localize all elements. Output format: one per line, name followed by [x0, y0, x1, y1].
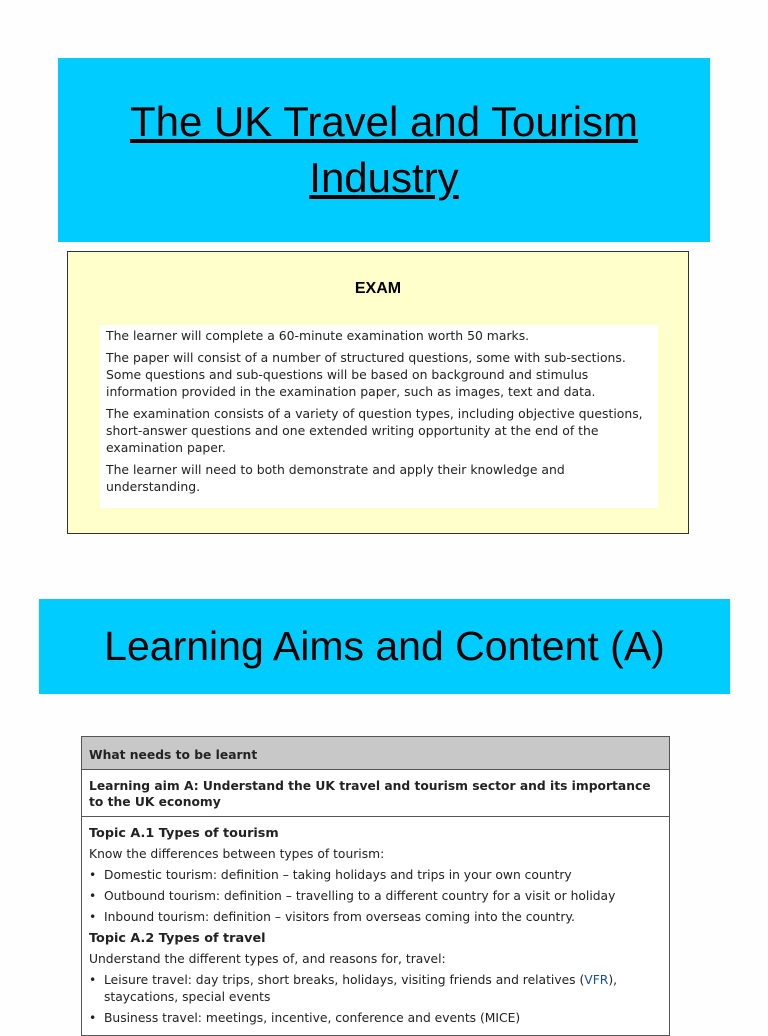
exam-paragraph: The paper will consist of a number of structured questions, some with sub-sections. Some questions and sub-questions will be based on background and stimulus information provided in the examination paper, such as images, text and data. — [106, 350, 626, 399]
topic-title: Topic A.1 Types of tourism — [89, 826, 279, 841]
acronym-vfr: VFR — [584, 973, 609, 987]
exam-paragraph: The learner will need to both demonstrate and apply their knowledge and understanding. — [106, 462, 565, 494]
topic-bullet-list — [89, 970, 662, 1029]
list-item-text: Leisure travel: day trips, short breaks, holidays, visiting friends and relatives ( — [104, 973, 585, 987]
title-line-1: The UK Travel and Tourism — [129, 98, 639, 145]
table-header: What needs to be learnt — [82, 737, 669, 770]
topic-title: Topic A.2 Types of travel — [89, 931, 266, 946]
content-table — [81, 736, 670, 1036]
topic-intro: Know the differences between types of tourism: — [89, 847, 385, 861]
learning-aim-row: Learning aim A: Understand the UK travel and tourism sector and its importance to the UK economy — [82, 770, 669, 817]
topics-cell — [82, 817, 669, 1035]
learning-aims-title: Learning Aims and Content (A) — [104, 623, 665, 669]
exam-paragraph: The examination consists of a variety of question types, including objective questions, short-answer questions and one extended writing opportunity at the end of the examination paper. — [106, 406, 643, 455]
list-item: • Business travel: meetings, incentive, conference and events (MICE) — [89, 1008, 662, 1029]
title-line-2: Industry — [309, 154, 459, 201]
title-slide-banner — [58, 58, 710, 242]
exam-heading: EXAM — [354, 280, 402, 297]
exam-description — [100, 325, 658, 508]
presentation-title — [130, 94, 638, 206]
list-item-text: ), staycations, special events — [104, 973, 618, 1004]
list-item: • Domestic tourism: definition – taking holidays and trips in your own country — [89, 865, 662, 886]
topic-bullet-list — [89, 865, 662, 928]
list-item: • Inbound tourism: definition – visitors from overseas coming into the country. — [89, 907, 662, 928]
topic-intro: Understand the different types of, and reasons for, travel: — [89, 952, 446, 966]
learning-aims-banner — [39, 599, 730, 694]
list-item — [89, 970, 662, 1008]
list-item: • Outbound tourism: definition – travelling to a different country for a visit or holiday — [89, 886, 662, 907]
exam-info-box — [67, 251, 689, 534]
exam-paragraph: The learner will complete a 60-minute examination worth 50 marks. — [106, 328, 530, 343]
